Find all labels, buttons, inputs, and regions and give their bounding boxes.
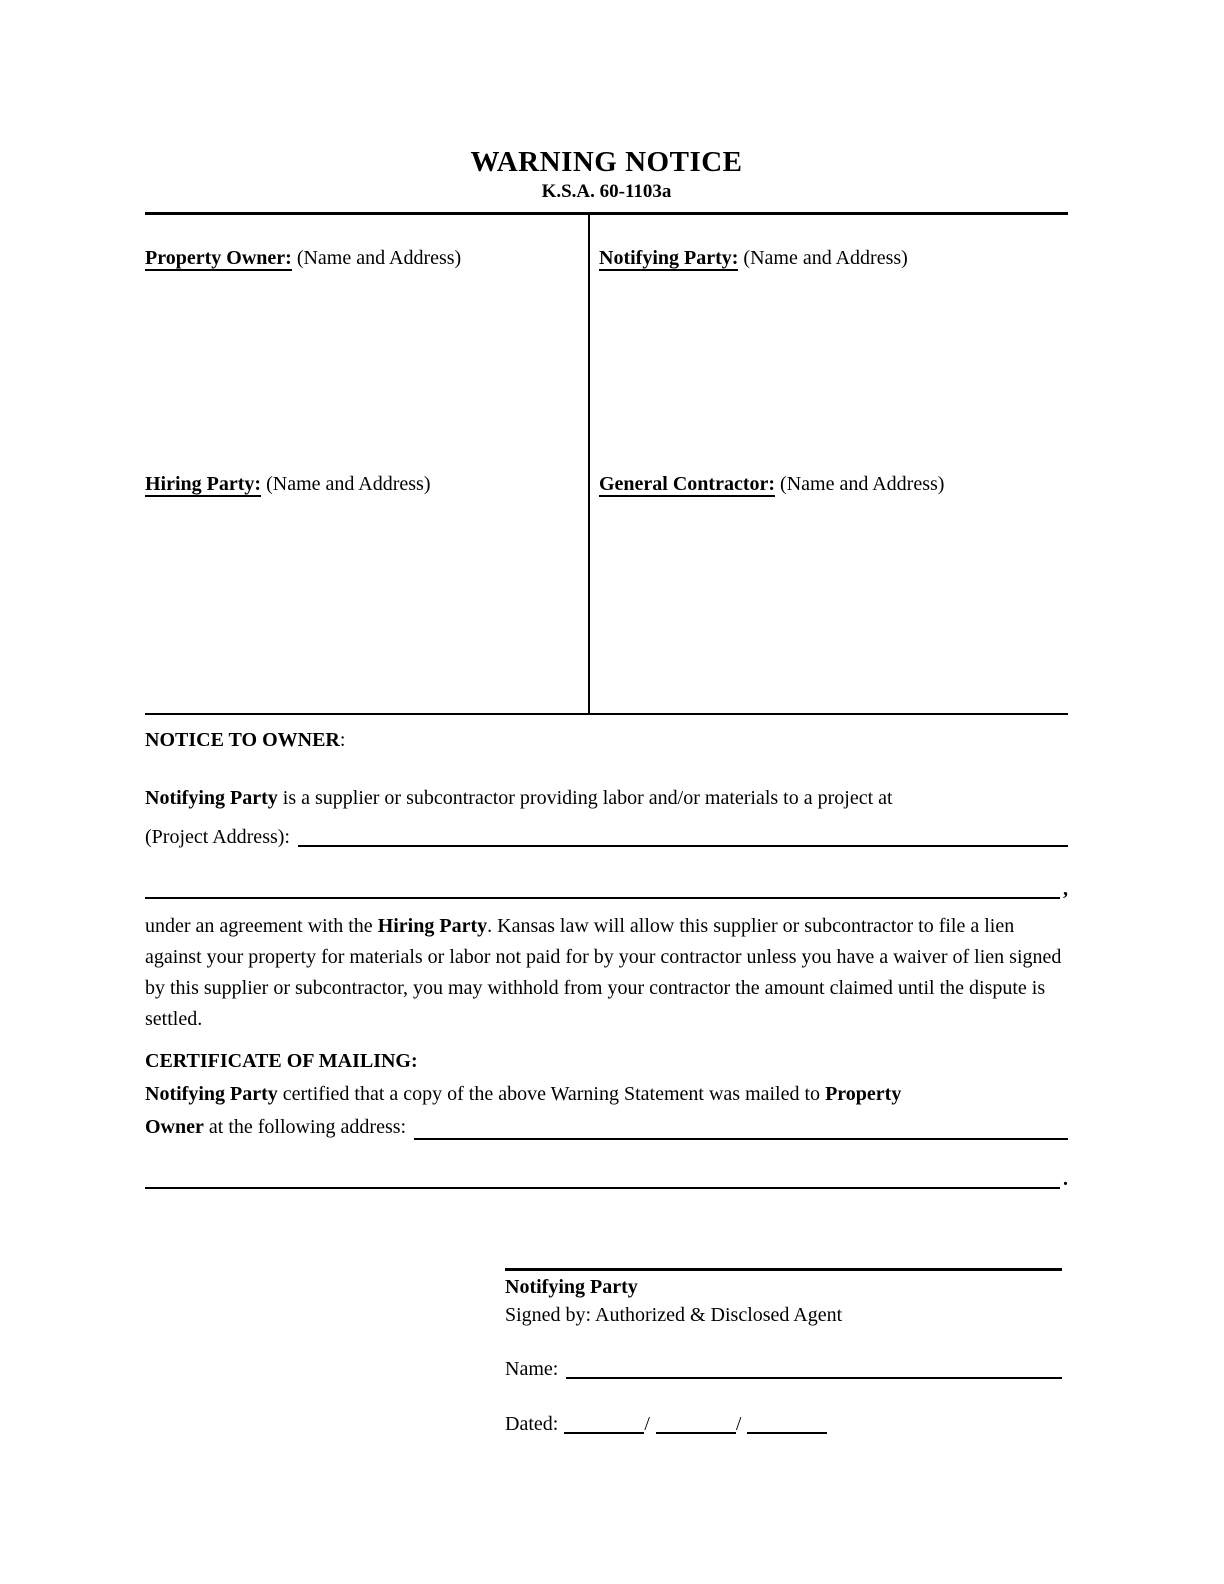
date-separator-2: /	[735, 1413, 742, 1435]
notifying-party-label: Notifying Party:	[599, 247, 739, 269]
name-label: Name:	[505, 1358, 559, 1380]
cert-property-bold: Property	[825, 1083, 902, 1105]
signature-block	[505, 1268, 1062, 1437]
dated-row	[505, 1411, 1062, 1437]
notice-heading-colon: :	[339, 729, 346, 751]
name-row	[505, 1356, 1062, 1382]
project-address-label: (Project Address):	[145, 826, 290, 848]
notifying-party-hint: (Name and Address)	[738, 247, 908, 269]
date-year-blank[interactable]	[747, 1412, 827, 1434]
cert-notifying-party-bold: Notifying Party	[145, 1083, 278, 1105]
signature-party-label: Notifying Party	[505, 1276, 638, 1298]
mailing-address-blank-2[interactable]	[145, 1167, 1060, 1189]
cert-text-2: at the following address:	[203, 1116, 407, 1138]
signature-line[interactable]	[505, 1268, 1062, 1271]
period-suffix: .	[1063, 1168, 1068, 1190]
mailing-address-continuation-row	[145, 1166, 1068, 1192]
property-owner-label: Property Owner:	[145, 247, 292, 269]
general-contractor-box	[588, 441, 1068, 713]
name-blank[interactable]	[566, 1357, 1062, 1379]
notice-intro-text: is a supplier or subcontractor providing labor and/or materials to a project at	[277, 787, 893, 809]
cert-text-1: certified that a copy of the above Warning Statement was mailed to	[277, 1083, 826, 1105]
property-owner-hint: (Name and Address)	[291, 247, 462, 269]
signed-by-label: Signed by: Authorized & Disclosed Agent	[505, 1304, 843, 1326]
statute-reference: K.S.A. 60-1103a	[541, 181, 672, 202]
comma-suffix: ,	[1063, 878, 1068, 900]
cert-line-2-text	[145, 1112, 406, 1143]
date-day-blank[interactable]	[656, 1412, 736, 1434]
general-contractor-hint: (Name and Address)	[775, 473, 945, 495]
page-title: WARNING NOTICE	[470, 146, 743, 178]
certificate-of-mailing-heading: CERTIFICATE OF MAILING:	[145, 1050, 418, 1072]
mailing-address-blank-1[interactable]	[414, 1118, 1068, 1140]
project-address-row	[145, 824, 1068, 850]
notice-body-paragraph	[145, 911, 1068, 1035]
project-address-blank-1[interactable]	[298, 825, 1068, 847]
hiring-party-bold: Hiring Party	[377, 915, 488, 937]
notice-intro-line	[145, 785, 1068, 811]
notice-body-prefix: under an agreement with the	[145, 915, 378, 937]
notice-heading-text: NOTICE TO OWNER	[145, 729, 340, 751]
notice-body-text: . Kansas law will allow this supplier or subcontractor to file a lien against your property for materials or labor not paid for by your contractor unless you have a waiver of lien signed by this supplier or subcontractor, you may withhold from your contractor the amount claimed until the dispute is settled.	[145, 915, 1062, 1030]
hiring-party-label: Hiring Party:	[145, 473, 262, 495]
certificate-line-1	[145, 1079, 1068, 1110]
project-address-continuation-row	[145, 876, 1068, 902]
hiring-party-box	[145, 441, 588, 713]
dated-label: Dated:	[505, 1413, 559, 1435]
property-owner-box	[145, 215, 588, 441]
notifying-party-bold: Notifying Party	[145, 787, 278, 809]
hiring-party-hint: (Name and Address)	[261, 473, 431, 495]
date-month-blank[interactable]	[564, 1412, 644, 1434]
general-contractor-label: General Contractor:	[599, 473, 776, 495]
cert-owner-bold: Owner	[145, 1116, 204, 1138]
date-separator-1: /	[644, 1413, 650, 1435]
project-address-blank-2[interactable]	[145, 877, 1060, 899]
notifying-party-box	[588, 215, 1068, 441]
notice-to-owner-heading	[145, 727, 1068, 754]
mailing-address-row	[145, 1112, 1068, 1143]
parties-table	[145, 212, 1068, 715]
